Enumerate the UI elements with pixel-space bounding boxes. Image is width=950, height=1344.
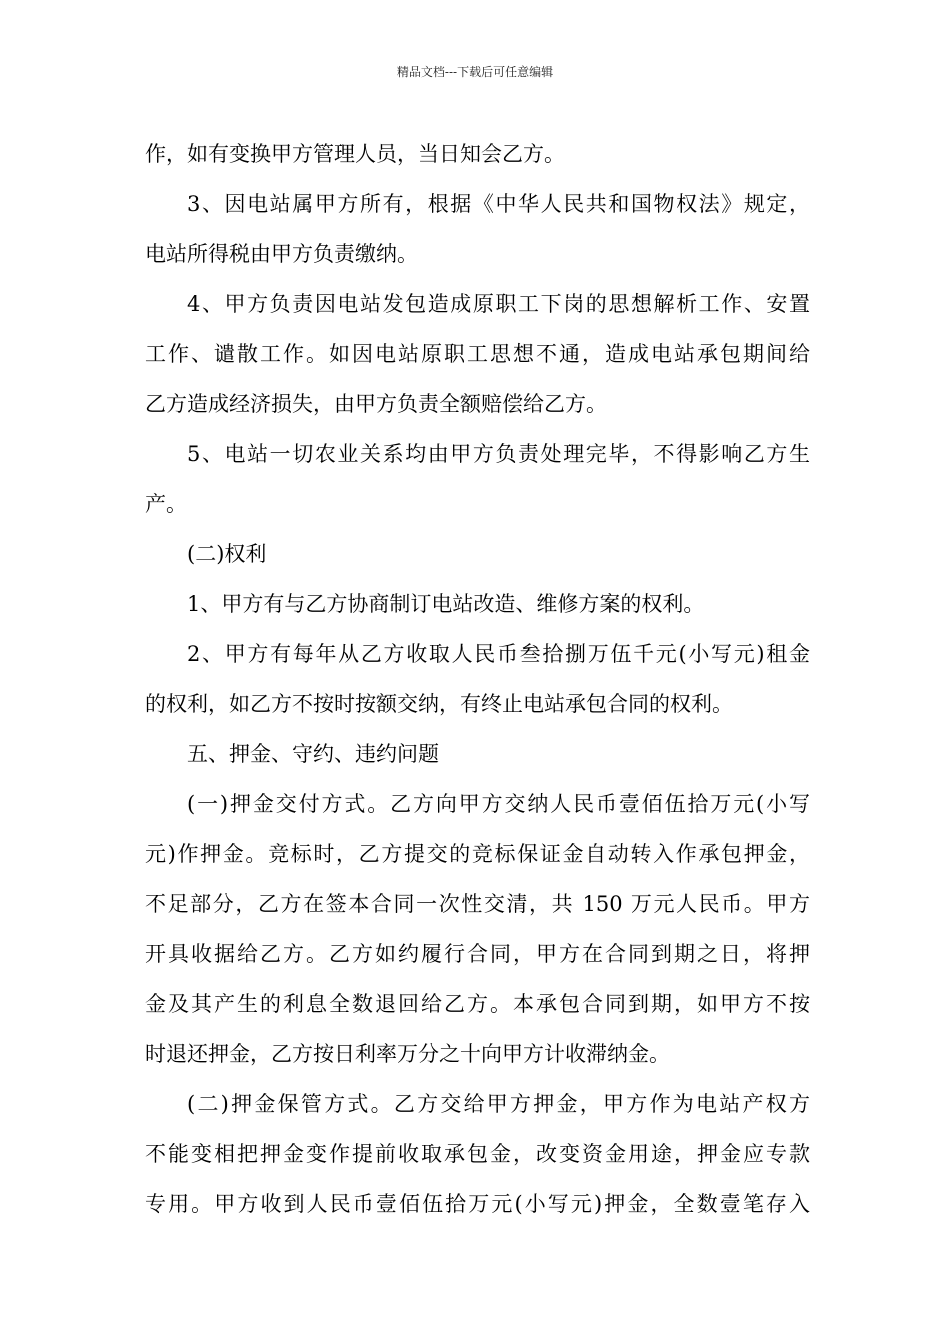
text-line: 电站所得税由甲方负责缴纳。: [145, 242, 418, 266]
text-line: 产。: [145, 492, 187, 516]
text-line: 3、因电站属甲方所有，根据《中华人民共和国物权法》规定，: [187, 192, 810, 216]
document-body: [145, 129, 810, 1229]
text-line: 1、甲方有与乙方协商制订电站改造、维修方案的权利。: [187, 592, 705, 616]
text-line: (二)押金保管方式。乙方交给甲方押金，甲方作为电站产权方: [187, 1092, 810, 1116]
text-line: 金及其产生的利息全数退回给乙方。本承包合同到期，如甲方不按: [145, 992, 810, 1016]
text-line: 的权利，如乙方不按时按额交纳，有终止电站承包合同的权利。: [145, 692, 733, 716]
text-line: 2、甲方有每年从乙方收取人民币叁拾捌万伍千元(小写元)租金: [187, 642, 810, 666]
text-line: 乙方造成经济损失，由甲方负责全额赔偿给乙方。: [145, 392, 607, 416]
page-header: 精品文档---下载后可任意编辑: [396, 65, 554, 79]
text-line: 元)作押金。竞标时，乙方提交的竞标保证金自动转入作承包押金，: [145, 842, 810, 866]
text-line: 不能变相把押金变作提前收取承包金，改变资金用途，押金应专款: [145, 1142, 810, 1166]
text-line: 专用。甲方收到人民币壹佰伍拾万元(小写元)押金，全数壹笔存入: [145, 1192, 810, 1216]
text-line: 4、甲方负责因电站发包造成原职工下岗的思想解析工作、安置: [187, 292, 810, 316]
section-heading: 五、押金、守约、违约问题: [187, 742, 439, 766]
text-line: 5、电站一切农业关系均由甲方负责处理完毕，不得影响乙方生: [187, 442, 810, 466]
text-line: 开具收据给乙方。乙方如约履行合同，甲方在合同到期之日，将押: [145, 942, 810, 966]
text-line: 工作、谴散工作。如因电站原职工思想不通，造成电站承包期间给: [145, 342, 810, 366]
section-heading: (二)权利: [187, 542, 267, 566]
text-line: 作，如有变换甲方管理人员，当日知会乙方。: [145, 142, 565, 166]
text-line: (一)押金交付方式。乙方向甲方交纳人民币壹佰伍拾万元(小写: [187, 792, 810, 816]
text-line: 时退还押金，乙方按日利率万分之十向甲方计收滞纳金。: [145, 1042, 670, 1066]
text-line: 不足部分，乙方在签本合同一次性交清，共 150 万元人民币。甲方: [145, 892, 810, 916]
